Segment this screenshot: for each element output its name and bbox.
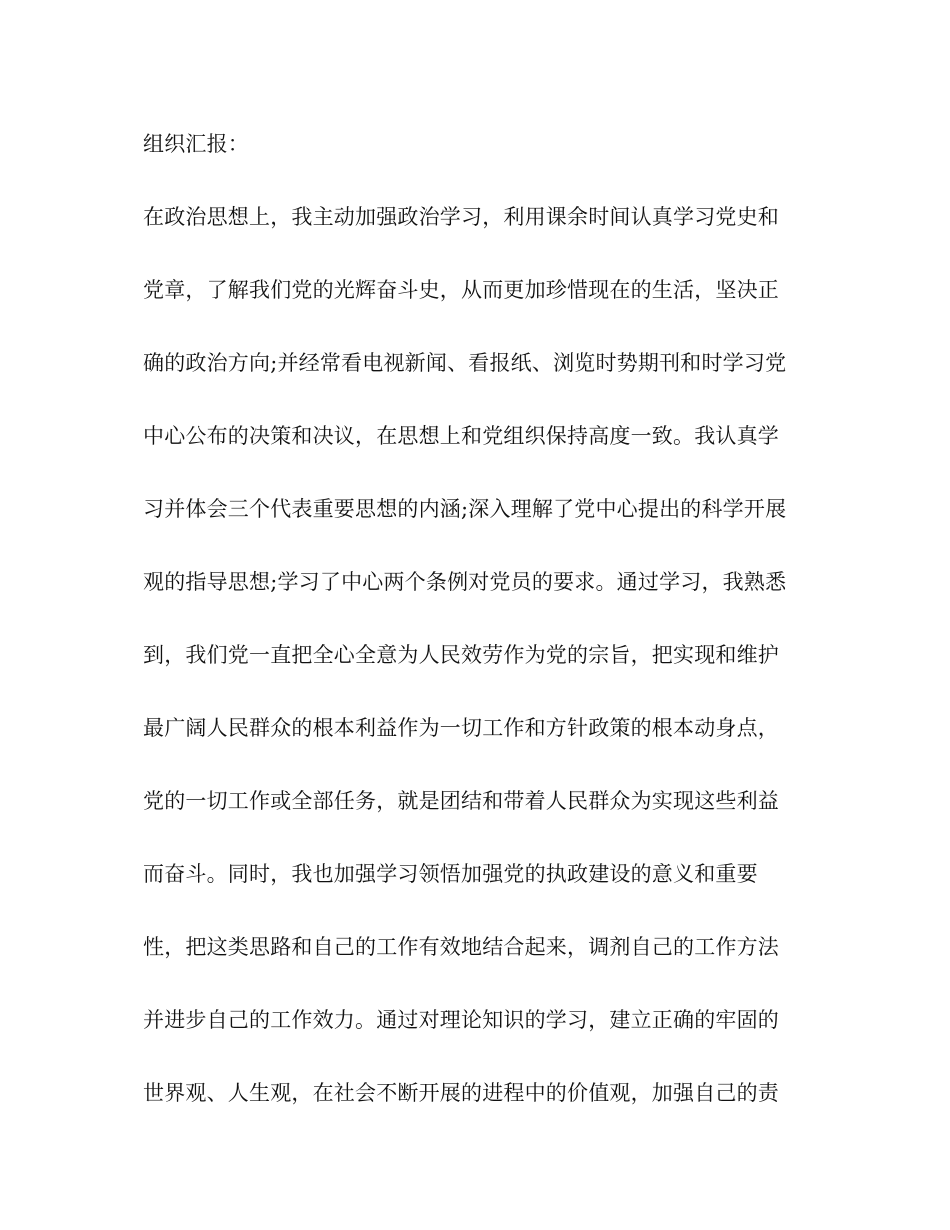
paragraph-line: 性，把这类思路和自己的工作有效地结合起来，调剂自己的工作方法 bbox=[143, 935, 779, 959]
paragraph-line: 党的一切工作或全部任务，就是团结和带着人民群众为实现这些利益 bbox=[143, 789, 779, 813]
paragraph-line: 在政治思想上，我主动加强政治学习，利用课余时间认真学习党史和 bbox=[143, 205, 779, 229]
document-heading: 组织汇报： bbox=[143, 132, 249, 156]
paragraph-line: 习并体会三个代表重要思想的内涵;深入理解了党中心提出的科学开展 bbox=[143, 497, 787, 521]
paragraph-line: 世界观、人生观，在社会不断开展的进程中的价值观，加强自己的责 bbox=[143, 1081, 779, 1105]
paragraph-line: 最广阔人民群众的根本利益作为一切工作和方针政策的根本动身点， bbox=[143, 716, 779, 740]
paragraph-line: 党章，了解我们党的光辉奋斗史，从而更加珍惜现在的生活，坚决正 bbox=[143, 278, 779, 302]
paragraph-line: 确的政治方向;并经常看电视新闻、看报纸、浏览时势期刊和时学习党 bbox=[143, 351, 787, 375]
paragraph-line: 到，我们党一直把全心全意为人民效劳作为党的宗旨，把实现和维护 bbox=[143, 643, 779, 667]
paragraph-line: 而奋斗。同时，我也加强学习领悟加强党的执政建设的意义和重要 bbox=[143, 862, 758, 886]
paragraph-line: 观的指导思想;学习了中心两个条例对党员的要求。通过学习，我熟悉 bbox=[143, 570, 787, 594]
paragraph-line: 并进步自己的工作效力。通过对理论知识的学习，建立正确的牢固的 bbox=[143, 1008, 779, 1032]
paragraph-line: 中心公布的决策和决议，在思想上和党组织保持高度一致。我认真学 bbox=[143, 424, 779, 448]
